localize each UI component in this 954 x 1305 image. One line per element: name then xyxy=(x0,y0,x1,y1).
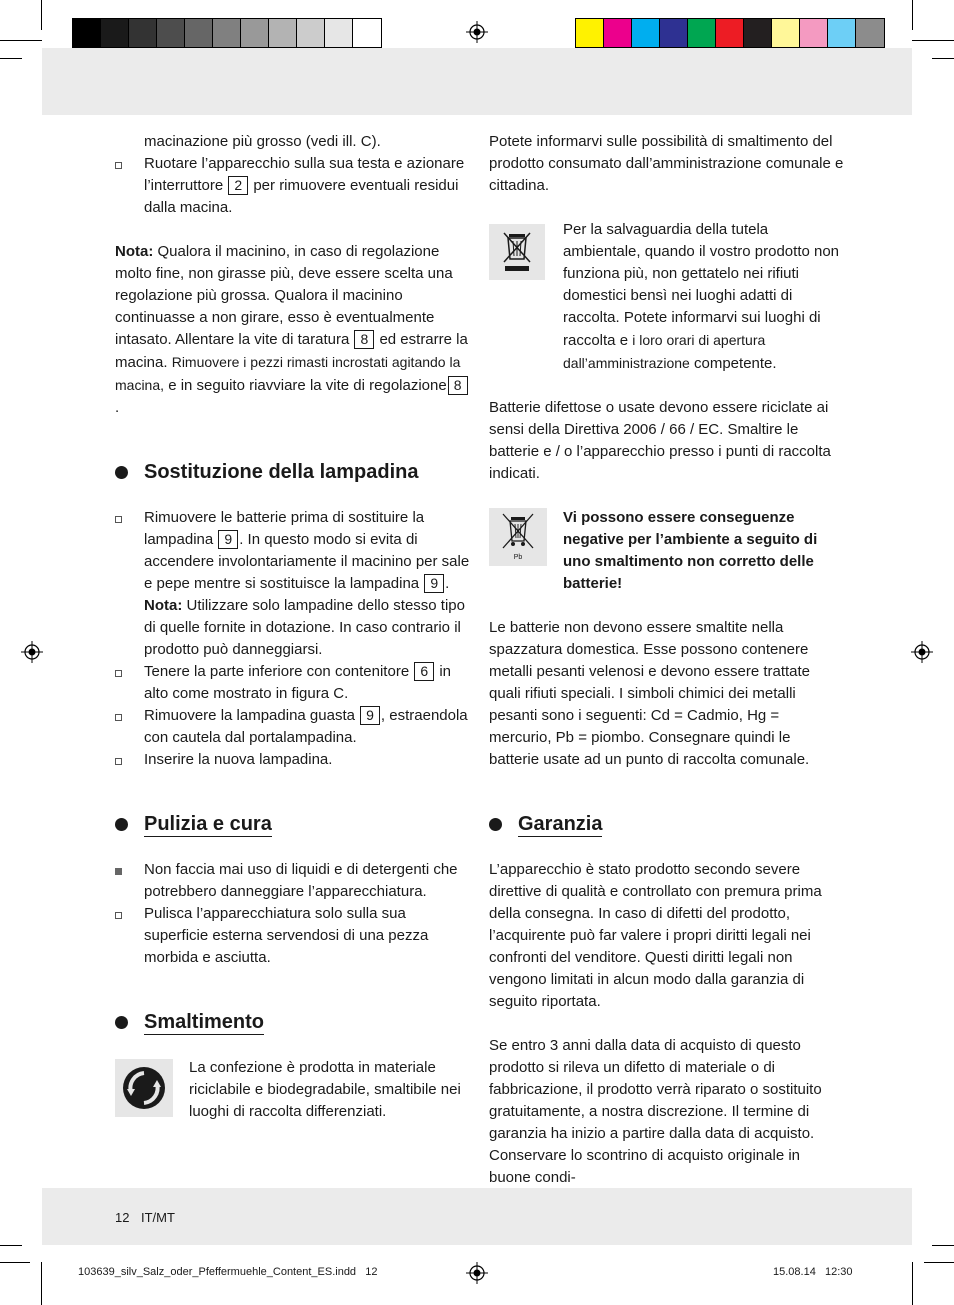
date-time: 15.08.14 12:30 xyxy=(773,1266,853,1278)
part-reference: 9 xyxy=(424,574,444,593)
part-reference: 8 xyxy=(354,330,374,349)
color-swatch xyxy=(73,19,101,47)
battery-info: Le batterie non devono essere smaltite nella spazzatura domestica. Esse possono contenere metalli pesanti velenosi e devono essere trattate quali rifiuti speciali. I simboli chimici dei metalli pesanti sono i seguenti: Cd = Cadmio, Hg = mercurio, Pb = piombo. Consegnare quindi le batterie usate ad un punto di raccolta comunale. xyxy=(489,619,811,768)
filled-square-bullet-icon xyxy=(115,868,122,875)
bullet-dot-icon xyxy=(115,1016,128,1029)
packaging-note: La confezione è prodotta in materiale riciclabile e biodegradabile, smaltibile nei luoghi di raccolta differenziati. xyxy=(115,1057,470,1123)
section-heading-warranty: Garanzia xyxy=(489,811,844,837)
list-item: Pulisca l’apparecchiatura solo sulla sua superficie esterna servendosi di una pezza morbida e asciutta. xyxy=(115,903,470,969)
section-heading-lamp: Sostituzione della lampadina xyxy=(115,459,470,485)
list-item: Tenere la parte inferiore con contenitore 6 in alto come mostrato in figura C. xyxy=(115,661,470,705)
color-swatch xyxy=(129,19,157,47)
section-heading-disposal: Smaltimento xyxy=(115,1009,470,1035)
color-swatch xyxy=(632,19,660,47)
pb-label: Pb xyxy=(513,554,523,561)
grayscale-color-bar xyxy=(72,18,382,48)
color-swatch xyxy=(269,19,297,47)
list-item: Rimuovere le batterie prima di sostituire la lampadina 9 . In questo modo si evita di accendere involontariamente il macinino per sale e pepe mentre si sostituisce la lampadina 9 . Nota: Utilizzare solo lampadine dello stesso tipo di quelle fornite in dotazione. In caso contrario il prodotto può danneggiarsi. xyxy=(115,507,470,661)
weee-note: Per la salvaguardia della tutela ambientale, quando il vostro prodotto non funziona più, non gettatelo nei rifiuti domestici bensì nei luoghi adatti di raccolta. Potete informarvi sui luoghi di raccolta e i loro orari di apertura dall’amministrazione competente. xyxy=(489,219,844,375)
color-swatch xyxy=(772,19,800,47)
disposal-info: Potete informarvi sulle possibilità di smaltimento del prodotto consumato dall’amministrazione comunale e cittadina. xyxy=(489,133,844,194)
intro-continuation: macinazione più grosso (vedi ill. C). xyxy=(144,133,381,150)
part-reference: 8 xyxy=(448,376,468,395)
part-reference: 9 xyxy=(360,706,380,725)
color-swatch xyxy=(157,19,185,47)
part-reference: 6 xyxy=(414,662,434,681)
warranty-paragraph: L’apparecchio è stato prodotto secondo severe direttive di qualità e controllato con premura prima della consegna. In caso di difetti del prodotto, l’acquirente può far valere i propri diritti legali nei confronti del venditore. Questi diritti legali non vengono limitati in alcun modo dalla garanzia di seguito riportata. xyxy=(489,861,822,1010)
checkbox-bullet-icon xyxy=(115,758,122,765)
part-reference: 2 xyxy=(228,176,248,195)
list-item: Non faccia mai uso di liquidi e di detergenti che potrebbero danneggiare l’apparecchiatura. xyxy=(115,859,470,903)
batteries-paragraph: Batterie difettose o usate devono essere riciclate ai sensi della Direttiva 2006 / 66 / EC. Smaltire le batterie e / o l’apparecchio presso i punti di raccolta indicati. xyxy=(489,399,831,482)
left-column xyxy=(115,131,470,1123)
registration-mark-icon xyxy=(466,1262,488,1284)
list-item: Inserire la nuova lampadina. xyxy=(115,749,470,771)
color-swatch xyxy=(828,19,856,47)
checkbox-bullet-icon xyxy=(115,714,122,721)
note-paragraph: Nota: Qualora il macinino, in caso di regolazione molto fine, non girasse più, deve essere scelta una regolazione più grossa. Qualora il macinino continuasse a non girare, esso è eventualmente intasato. Allentare la vite di taratura 8 ed estrarre la macina. Rimuovere i pezzi rimasti incrostati agitando la macina, e in seguito riavviare la vite di regolazione 8. xyxy=(115,243,468,416)
list-item: Rimuovere la lampadina guasta 9 , estraendola con cautela dal portalampadina. xyxy=(115,705,470,749)
checkbox-bullet-icon xyxy=(115,670,122,677)
bullet-dot-icon xyxy=(115,466,128,479)
color-swatch xyxy=(660,19,688,47)
checkbox-bullet-icon xyxy=(115,516,122,523)
locale-label: IT/MT xyxy=(141,1210,175,1225)
part-reference: 9 xyxy=(218,530,238,549)
right-column xyxy=(489,131,844,1189)
registration-mark-icon xyxy=(911,641,933,663)
color-swatch xyxy=(604,19,632,47)
checkbox-bullet-icon xyxy=(115,912,122,919)
color-swatch xyxy=(856,19,884,47)
registration-mark-icon xyxy=(466,21,488,43)
color-swatch xyxy=(688,19,716,47)
registration-mark-icon xyxy=(21,641,43,663)
color-swatch xyxy=(716,19,744,47)
crossed-battery-bin-icon xyxy=(489,508,547,566)
section-heading-cleaning: Pulizia e cura xyxy=(115,811,470,837)
crossed-bin-icon xyxy=(489,224,545,280)
color-swatch xyxy=(576,19,604,47)
header-band xyxy=(42,48,912,115)
color-swatch xyxy=(101,19,129,47)
battery-warning: Pb Vi possono essere conseguenze negative per l’ambiente a seguito di uno smaltimento non corretto delle batterie! xyxy=(489,507,844,595)
color-swatch xyxy=(241,19,269,47)
color-swatch xyxy=(353,19,381,47)
checkbox-bullet-icon xyxy=(115,162,122,169)
green-dot-recycling-icon xyxy=(115,1059,173,1117)
bullet-dot-icon xyxy=(489,818,502,831)
color-swatch xyxy=(325,19,353,47)
file-info: 103639_silv_Salz_oder_Pfeffermuehle_Content_ES.indd 12 xyxy=(78,1266,378,1278)
color-swatch xyxy=(297,19,325,47)
list-item: Ruotare l’apparecchio sulla sua testa e azionare l’interruttore 2 per rimuovere eventuali residui dalla macina. xyxy=(115,153,470,219)
cmyk-color-bar xyxy=(575,18,885,48)
color-swatch xyxy=(213,19,241,47)
warranty-paragraph: Se entro 3 anni dalla data di acquisto di questo prodotto si rileva un difetto di materiale o di fabbricazione, il prodotto verrà riparato o sostituito gratuitamente, a nostra discrezione. Il termine di garanzia ha inizio a partire dalla data di acquisto. Conservare lo scontrino di acquisto originale in buone condi- xyxy=(489,1037,822,1186)
color-swatch xyxy=(800,19,828,47)
color-swatch xyxy=(744,19,772,47)
page-number: 12 xyxy=(115,1210,130,1225)
bullet-dot-icon xyxy=(115,818,128,831)
color-swatch xyxy=(185,19,213,47)
